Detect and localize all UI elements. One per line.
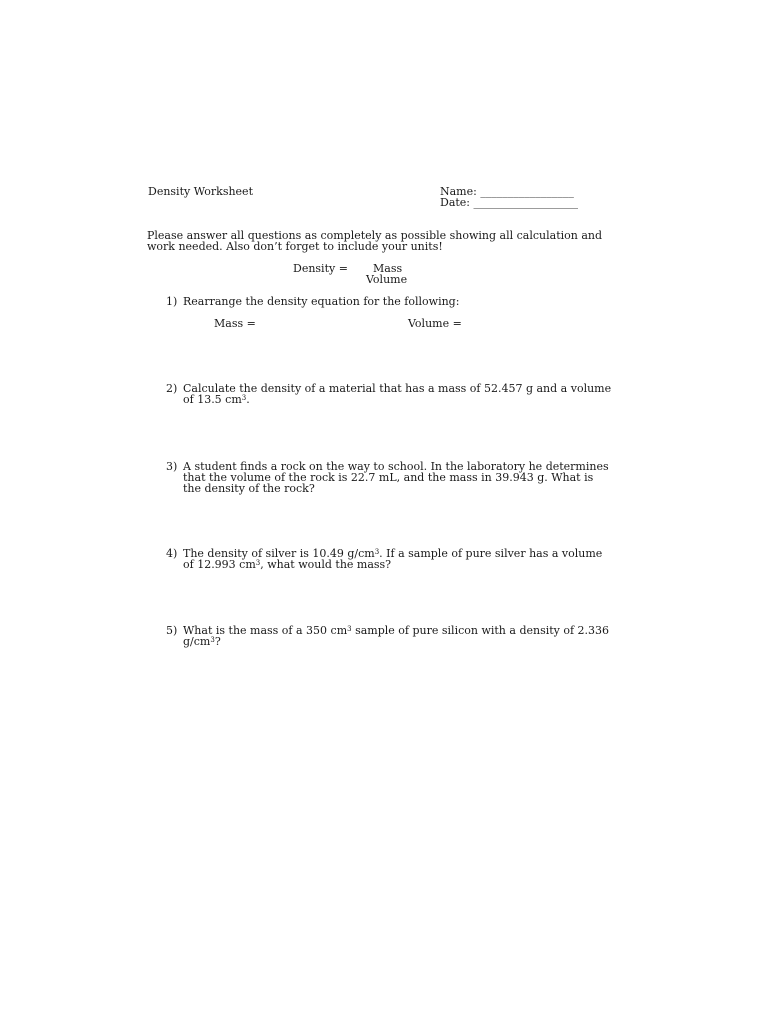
name-field: Name: _________________ [440, 185, 574, 198]
formula-numerator: Mass [373, 262, 403, 275]
question-number: 3) [166, 460, 178, 473]
instructions [147, 230, 602, 252]
question-text: The density of silver is 10.49 $g/cm^3$. If a sample of pure silver has a volume of 12.993 $cm^3$, what would the mass? [183, 547, 603, 571]
instructions-line: work needed. Also don’t forget to include your units! [147, 240, 443, 253]
question-number: 2) [166, 382, 178, 395]
question-text: Rearrange the density equation for the following: [183, 295, 460, 308]
mass-equation-label: Mass = [214, 317, 256, 330]
question-text: What is the mass of a 350 $cm^3$ sample of pure silicon with a density of 2.336 $g/cm^3$? [183, 624, 610, 648]
question-number: 4) [166, 547, 178, 560]
formula-denominator: Volume [366, 273, 408, 286]
question-number: 1) [166, 295, 178, 308]
worksheet-title: Density Worksheet [148, 185, 253, 198]
question-number: 5) [166, 624, 178, 637]
instructions-line: Please answer all questions as completely as possible showing all calculation and [147, 229, 603, 242]
formula-lhs: Density = [293, 262, 348, 275]
date-field: Date: ___________________ [440, 196, 579, 209]
question-text: Calculate the density of a material that has a mass of 52.457 g and a volume of 13.5 $cm^3$. [183, 382, 612, 406]
question-text: A student finds a rock on the way to school. In the laboratory he determines that the volume of the rock is 22.7 mL, and the mass in 39.943 g. What is the density of the rock? [183, 460, 609, 495]
volume-equation-label: Volume = [408, 317, 462, 330]
